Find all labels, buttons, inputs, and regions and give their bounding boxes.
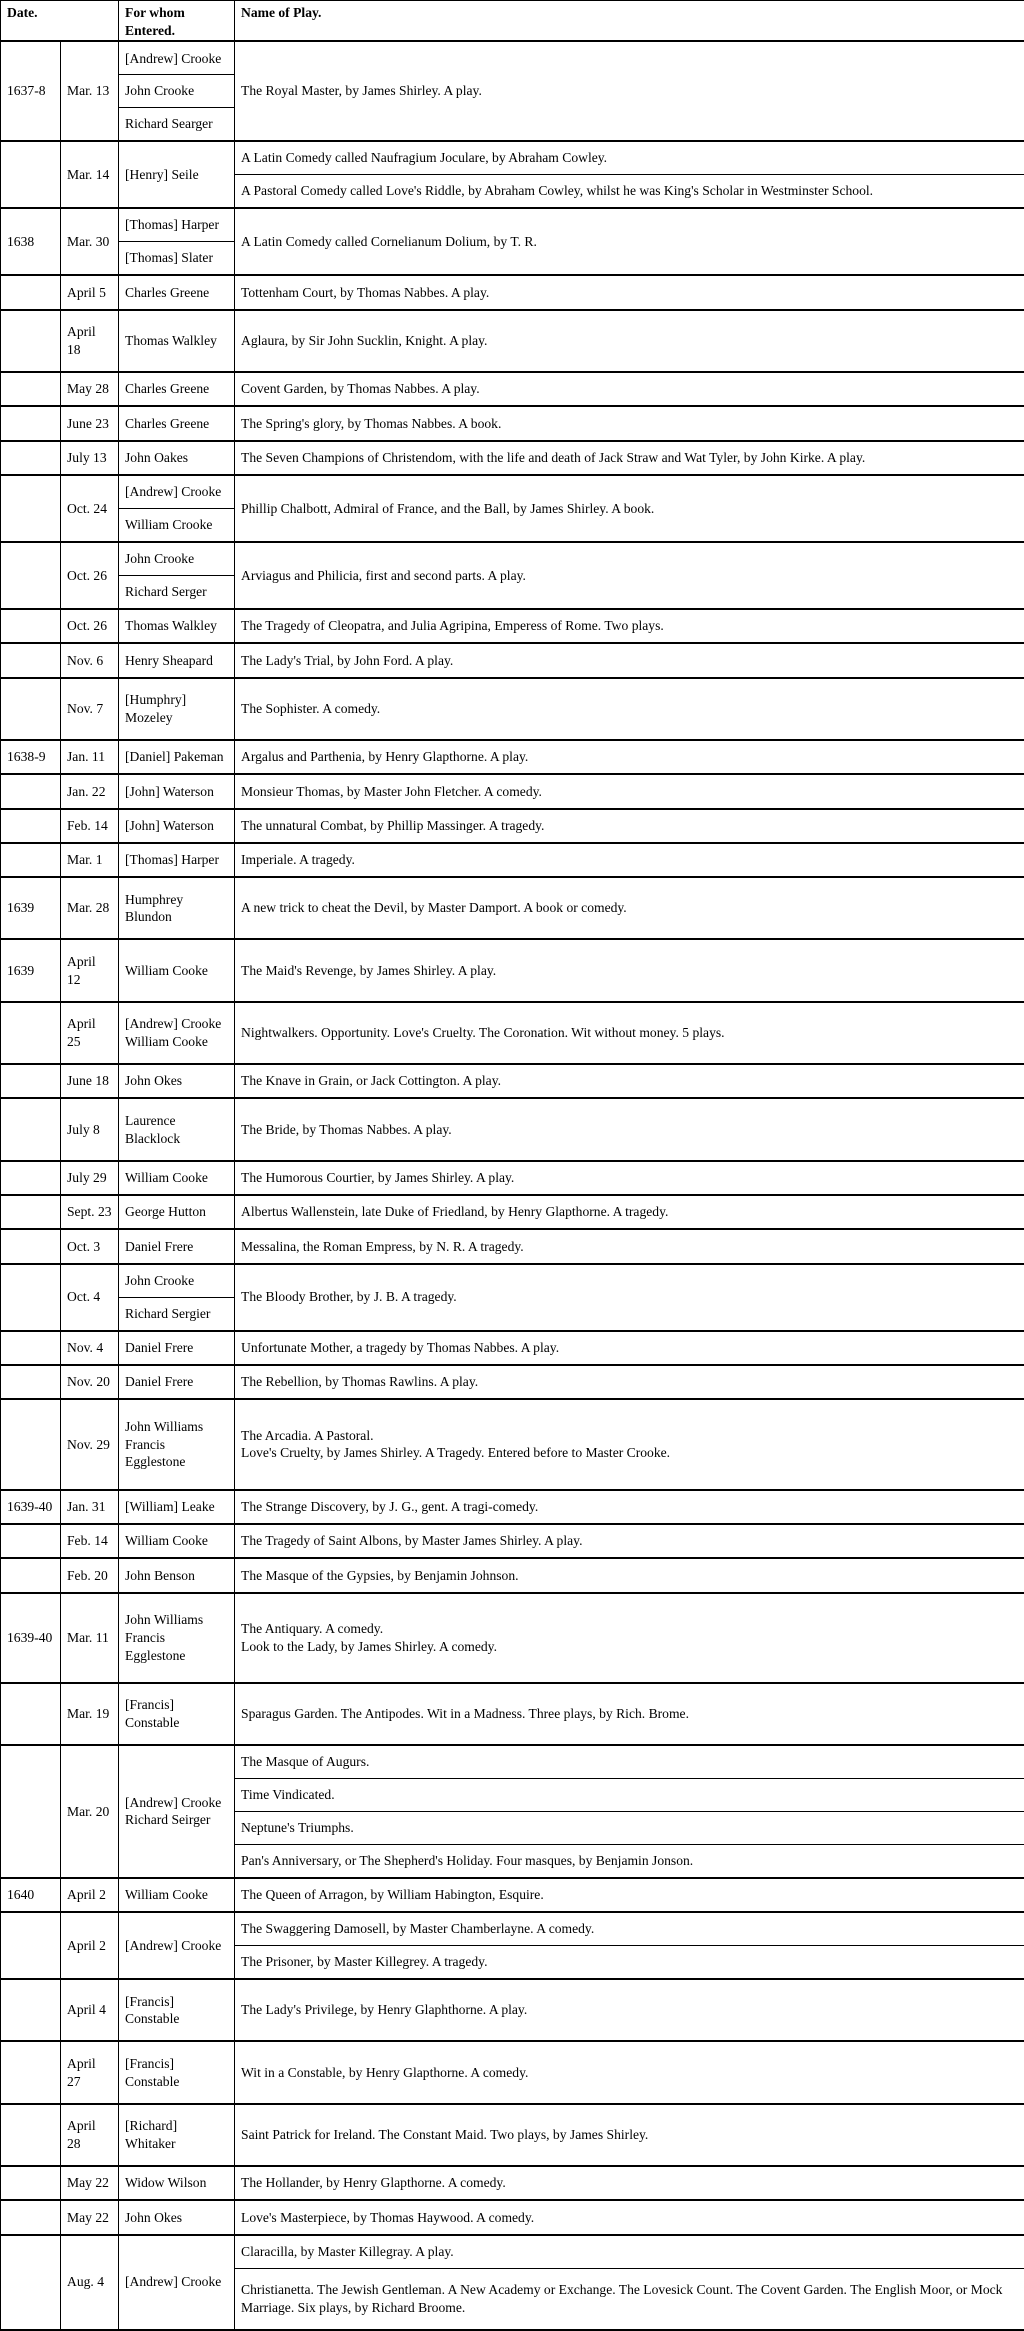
entered-for-cell: Richard Searger [119, 108, 235, 142]
entered-for-cell: [Thomas] Harper [119, 208, 235, 242]
date-cell: Oct. 26 [61, 542, 119, 609]
table-row [1, 678, 1024, 740]
table-row [1, 1558, 1024, 1592]
play-name-cell: Arviagus and Philicia, first and second parts. A play. [235, 542, 1024, 609]
date-cell: April 27 [61, 2041, 119, 2103]
date-cell: Mar. 19 [61, 1683, 119, 1745]
play-name-cell: The Antiquary. A comedy. Look to the Lady, by James Shirley. A comedy. [235, 1593, 1024, 1683]
entry-group [1, 774, 1024, 808]
play-name-cell: The Sophister. A comedy. [235, 678, 1024, 740]
table-row [1, 1064, 1024, 1098]
play-name-cell: Aglaura, by Sir John Sucklin, Knight. A play. [235, 310, 1024, 372]
entry-group [1, 406, 1024, 440]
for-whom-header: For whom Entered. [119, 1, 235, 42]
entered-for-cell: [John] Waterson [119, 774, 235, 808]
table-row [1, 2235, 1024, 2269]
entered-for-cell: William Cooke [119, 1878, 235, 1912]
play-name-cell: The Lady's Trial, by John Ford. A play. [235, 643, 1024, 677]
play-name-cell: The Maid's Revenge, by James Shirley. A play. [235, 939, 1024, 1001]
entry-group [1, 1490, 1024, 1524]
table-row [1, 939, 1024, 1001]
entry-group [1, 1195, 1024, 1229]
entered-for-cell: Charles Greene [119, 372, 235, 406]
entered-for-cell: Thomas Walkley [119, 609, 235, 643]
year-cell: 1639-40 [1, 1490, 61, 1524]
play-name-cell: Wit in a Constable, by Henry Glapthorne. A comedy. [235, 2041, 1024, 2103]
play-name-cell: The Knave in Grain, or Jack Cottington. A play. [235, 1064, 1024, 1098]
entered-for-cell: [Andrew] Crooke [119, 41, 235, 75]
entry-group [1, 678, 1024, 740]
date-cell: April 25 [61, 1002, 119, 1064]
date-cell: April 28 [61, 2104, 119, 2166]
table-row [1, 1524, 1024, 1558]
entry-group [1, 1558, 1024, 1592]
year-cell [1, 141, 61, 208]
entry-group [1, 1098, 1024, 1160]
year-cell [1, 2104, 61, 2166]
year-cell [1, 1558, 61, 1592]
table-row [1, 2200, 1024, 2234]
entered-for-cell: William Cooke [119, 1524, 235, 1558]
year-cell [1, 678, 61, 740]
entry-group [1, 1745, 1024, 1878]
entered-for-cell: Thomas Walkley [119, 310, 235, 372]
year-cell [1, 1745, 61, 1878]
date-cell: Mar. 11 [61, 1593, 119, 1683]
table-row [1, 1365, 1024, 1399]
entered-for-cell: George Hutton [119, 1195, 235, 1229]
date-cell: Feb. 14 [61, 1524, 119, 1558]
date-cell: Mar. 14 [61, 141, 119, 208]
date-cell: Mar. 30 [61, 208, 119, 275]
date-cell: Nov. 6 [61, 643, 119, 677]
year-cell: 1639-40 [1, 1593, 61, 1683]
year-cell [1, 774, 61, 808]
table-row [1, 774, 1024, 808]
entered-for-cell: John Williams Francis Egglestone [119, 1399, 235, 1489]
date-cell: July 8 [61, 1098, 119, 1160]
header-row [1, 1, 1024, 42]
entered-for-cell: Henry Sheapard [119, 643, 235, 677]
entry-group [1, 1399, 1024, 1489]
table-row [1, 1161, 1024, 1195]
date-cell: May 22 [61, 2200, 119, 2234]
entered-for-cell: [Daniel] Pakeman [119, 740, 235, 774]
entry-group [1, 843, 1024, 877]
entered-for-cell: Widow Wilson [119, 2166, 235, 2200]
date-header: Date. [1, 1, 119, 42]
table-row [1, 208, 1024, 242]
year-cell: 1640 [1, 1878, 61, 1912]
table-row [1, 1264, 1024, 1298]
entered-for-cell: [Francis] Constable [119, 1979, 235, 2041]
entry-group [1, 2235, 1024, 2330]
entered-for-cell: Humphrey Blundon [119, 877, 235, 939]
entered-for-cell: [William] Leake [119, 1490, 235, 1524]
entered-for-cell: William Cooke [119, 939, 235, 1001]
entry-group [1, 275, 1024, 309]
table-row [1, 740, 1024, 774]
entered-for-cell: [Andrew] Crooke Richard Seirger [119, 1745, 235, 1878]
entered-for-cell: [Andrew] Crooke [119, 1912, 235, 1979]
play-name-cell: Sparagus Garden. The Antipodes. Wit in a Madness. Three plays, by Rich. Brome. [235, 1683, 1024, 1745]
table-row [1, 643, 1024, 677]
date-cell: Oct. 24 [61, 475, 119, 542]
entry-group [1, 2041, 1024, 2103]
play-name-cell: The Spring's glory, by Thomas Nabbes. A book. [235, 406, 1024, 440]
entry-group [1, 1524, 1024, 1558]
table-row [1, 1195, 1024, 1229]
date-cell: April 2 [61, 1912, 119, 1979]
date-cell: April 18 [61, 310, 119, 372]
date-cell: Nov. 4 [61, 1331, 119, 1365]
year-cell [1, 372, 61, 406]
entered-for-cell: Laurence Blacklock [119, 1098, 235, 1160]
table-row [1, 877, 1024, 939]
entry-group [1, 41, 1024, 141]
table-row [1, 1979, 1024, 2041]
play-name-cell: Christianetta. The Jewish Gentleman. A New Academy or Exchange. The Lovesick Count. The Covent Garden. The English Moor, or Mock Marriage. Six plays, by Richard Broome. [235, 2268, 1024, 2330]
date-cell: Mar. 1 [61, 843, 119, 877]
entered-for-cell: [Andrew] Crooke [119, 475, 235, 509]
table-row [1, 1229, 1024, 1263]
year-cell [1, 1683, 61, 1745]
entry-group [1, 1878, 1024, 1912]
play-name-cell: Messalina, the Roman Empress, by N. R. A tragedy. [235, 1229, 1024, 1263]
year-cell [1, 310, 61, 372]
date-cell: Oct. 26 [61, 609, 119, 643]
play-name-cell: The Hollander, by Henry Glapthorne. A comedy. [235, 2166, 1024, 2200]
play-name-cell: The Bloody Brother, by J. B. A tragedy. [235, 1264, 1024, 1331]
year-cell: 1637-8 [1, 41, 61, 141]
entered-for-cell: [Thomas] Slater [119, 242, 235, 276]
date-cell: Nov. 29 [61, 1399, 119, 1489]
play-name-cell: The Humorous Courtier, by James Shirley. A play. [235, 1161, 1024, 1195]
table-row [1, 141, 1024, 175]
entry-group [1, 310, 1024, 372]
entry-group [1, 208, 1024, 275]
date-cell: Aug. 4 [61, 2235, 119, 2330]
table-row [1, 1098, 1024, 1160]
entry-group [1, 2166, 1024, 2200]
entry-group [1, 740, 1024, 774]
year-cell [1, 1002, 61, 1064]
year-cell [1, 2166, 61, 2200]
table-row [1, 406, 1024, 440]
play-name-cell: Tottenham Court, by Thomas Nabbes. A play. [235, 275, 1024, 309]
entered-for-cell: Charles Greene [119, 406, 235, 440]
entry-group [1, 809, 1024, 843]
year-cell [1, 1098, 61, 1160]
entered-for-cell: Daniel Frere [119, 1365, 235, 1399]
play-name-cell: The Strange Discovery, by J. G., gent. A tragi-comedy. [235, 1490, 1024, 1524]
entered-for-cell: [Francis] Constable [119, 2041, 235, 2103]
date-cell: April 2 [61, 1878, 119, 1912]
date-cell: Mar. 13 [61, 41, 119, 141]
date-cell: Oct. 4 [61, 1264, 119, 1331]
play-name-cell: Covent Garden, by Thomas Nabbes. A play. [235, 372, 1024, 406]
play-name-cell: A Latin Comedy called Naufragium Joculare, by Abraham Cowley. [235, 141, 1024, 175]
year-cell [1, 843, 61, 877]
year-cell [1, 275, 61, 309]
year-cell: 1638 [1, 208, 61, 275]
play-name-header: Name of Play. [235, 1, 1024, 42]
entry-group [1, 2200, 1024, 2234]
table-row [1, 1331, 1024, 1365]
play-name-cell: A Latin Comedy called Cornelianum Dolium, by T. R. [235, 208, 1024, 275]
table-row [1, 1399, 1024, 1489]
entry-group [1, 609, 1024, 643]
table-row [1, 1745, 1024, 1779]
entry-group [1, 877, 1024, 939]
year-cell [1, 1229, 61, 1263]
play-name-cell: The Masque of Augurs. [235, 1745, 1024, 1779]
play-name-cell: The Bride, by Thomas Nabbes. A play. [235, 1098, 1024, 1160]
table-row [1, 372, 1024, 406]
entry-group [1, 1979, 1024, 2041]
entered-for-cell: Daniel Frere [119, 1331, 235, 1365]
year-cell [1, 2200, 61, 2234]
play-name-cell: A Pastoral Comedy called Love's Riddle, by Abraham Cowley, whilst he was King's Scholar in Westminster School. [235, 175, 1024, 209]
entered-for-cell: Richard Sergier [119, 1297, 235, 1331]
entered-for-cell: [Andrew] Crooke William Cooke [119, 1002, 235, 1064]
table-row [1, 1912, 1024, 1946]
year-cell [1, 2041, 61, 2103]
year-cell [1, 1064, 61, 1098]
play-name-cell: The unnatural Combat, by Phillip Massinger. A tragedy. [235, 809, 1024, 843]
play-name-cell: Albertus Wallenstein, late Duke of Friedland, by Henry Glapthorne. A tragedy. [235, 1195, 1024, 1229]
play-name-cell: Neptune's Triumphs. [235, 1811, 1024, 1844]
table-row [1, 1593, 1024, 1683]
table-row [1, 1490, 1024, 1524]
play-name-cell: Imperiale. A tragedy. [235, 843, 1024, 877]
play-name-cell: The Tragedy of Cleopatra, and Julia Agripina, Emperess of Rome. Two plays. [235, 609, 1024, 643]
year-cell [1, 1161, 61, 1195]
date-cell: Feb. 20 [61, 1558, 119, 1592]
entry-group [1, 2104, 1024, 2166]
play-name-cell: Pan's Anniversary, or The Shepherd's Holiday. Four masques, by Benjamin Jonson. [235, 1844, 1024, 1878]
year-cell [1, 2235, 61, 2330]
year-cell: 1638-9 [1, 740, 61, 774]
entry-group [1, 1683, 1024, 1745]
year-cell [1, 1399, 61, 1489]
entry-group [1, 643, 1024, 677]
play-name-cell: The Rebellion, by Thomas Rawlins. A play. [235, 1365, 1024, 1399]
play-name-cell: The Seven Champions of Christendom, with the life and death of Jack Straw and Wat Tyler, by John Kirke. A play. [235, 441, 1024, 475]
table-row [1, 843, 1024, 877]
date-cell: Oct. 3 [61, 1229, 119, 1263]
year-cell [1, 1979, 61, 2041]
play-name-cell: Love's Masterpiece, by Thomas Haywood. A comedy. [235, 2200, 1024, 2234]
year-cell [1, 1365, 61, 1399]
date-cell: Jan. 11 [61, 740, 119, 774]
play-name-cell: Phillip Chalbott, Admiral of France, and the Ball, by James Shirley. A book. [235, 475, 1024, 542]
entry-group [1, 1912, 1024, 1979]
year-cell [1, 609, 61, 643]
entry-group [1, 141, 1024, 208]
year-cell [1, 1331, 61, 1365]
entered-for-cell: [Thomas] Harper [119, 843, 235, 877]
entry-group [1, 475, 1024, 542]
date-cell: Mar. 28 [61, 877, 119, 939]
year-cell [1, 406, 61, 440]
year-cell [1, 1195, 61, 1229]
play-name-cell: Time Vindicated. [235, 1779, 1024, 1812]
entry-group [1, 372, 1024, 406]
year-cell [1, 475, 61, 542]
play-name-cell: Nightwalkers. Opportunity. Love's Cruelty. The Coronation. Wit without money. 5 plays. [235, 1002, 1024, 1064]
table-row [1, 809, 1024, 843]
play-name-cell: The Lady's Privilege, by Henry Glaphthorne. A play. [235, 1979, 1024, 2041]
entered-for-cell: Richard Serger [119, 575, 235, 609]
play-name-cell: The Prisoner, by Master Killegrey. A tragedy. [235, 1946, 1024, 1980]
entry-group [1, 1593, 1024, 1683]
entered-for-cell: John Benson [119, 1558, 235, 1592]
entered-for-cell: [Henry] Seile [119, 141, 235, 208]
play-name-cell: Unfortunate Mother, a tragedy by Thomas Nabbes. A play. [235, 1331, 1024, 1365]
table-row [1, 1878, 1024, 1912]
table-row [1, 2041, 1024, 2103]
date-cell: May 22 [61, 2166, 119, 2200]
date-cell: Feb. 14 [61, 809, 119, 843]
entered-for-cell: John Okes [119, 1064, 235, 1098]
entered-for-cell: Charles Greene [119, 275, 235, 309]
play-name-cell: Claracilla, by Master Killegray. A play. [235, 2235, 1024, 2269]
entry-group [1, 441, 1024, 475]
play-name-cell: A new trick to cheat the Devil, by Master Damport. A book or comedy. [235, 877, 1024, 939]
date-cell: April 4 [61, 1979, 119, 2041]
table-row [1, 475, 1024, 509]
entered-for-cell: John Williams Francis Egglestone [119, 1593, 235, 1683]
entered-for-cell: Daniel Frere [119, 1229, 235, 1263]
year-cell [1, 1912, 61, 1979]
date-cell: Sept. 23 [61, 1195, 119, 1229]
date-cell: May 28 [61, 372, 119, 406]
entered-for-cell: John Oakes [119, 441, 235, 475]
entered-for-cell: [Francis] Constable [119, 1683, 235, 1745]
play-name-cell: The Masque of the Gypsies, by Benjamin Johnson. [235, 1558, 1024, 1592]
table-row [1, 275, 1024, 309]
entered-for-cell: William Cooke [119, 1161, 235, 1195]
entered-for-cell: John Crooke [119, 542, 235, 576]
play-name-cell: The Arcadia. A Pastoral. Love's Cruelty, by James Shirley. A Tragedy. Entered before to Master Crooke. [235, 1399, 1024, 1489]
table-row [1, 609, 1024, 643]
date-cell: Jan. 31 [61, 1490, 119, 1524]
date-cell: April 5 [61, 275, 119, 309]
table-row [1, 542, 1024, 576]
date-cell: June 23 [61, 406, 119, 440]
entry-group [1, 1064, 1024, 1098]
entry-group [1, 1264, 1024, 1331]
table-row [1, 41, 1024, 75]
entry-group [1, 1229, 1024, 1263]
year-cell [1, 542, 61, 609]
year-cell [1, 643, 61, 677]
date-cell: Nov. 20 [61, 1365, 119, 1399]
play-name-cell: Argalus and Parthenia, by Henry Glapthorne. A play. [235, 740, 1024, 774]
entered-for-cell: John Okes [119, 2200, 235, 2234]
date-cell: April 12 [61, 939, 119, 1001]
entered-for-cell: William Crooke [119, 508, 235, 542]
date-cell: June 18 [61, 1064, 119, 1098]
table-row [1, 1683, 1024, 1745]
entry-group [1, 1002, 1024, 1064]
entered-for-cell: [John] Waterson [119, 809, 235, 843]
year-cell [1, 1524, 61, 1558]
date-cell: Mar. 20 [61, 1745, 119, 1878]
year-cell [1, 441, 61, 475]
year-cell: 1639 [1, 877, 61, 939]
year-cell [1, 809, 61, 843]
entered-for-cell: [Richard] Whitaker [119, 2104, 235, 2166]
entered-for-cell: [Andrew] Crooke [119, 2235, 235, 2330]
table-row [1, 310, 1024, 372]
entered-for-cell: John Crooke [119, 75, 235, 108]
table-row [1, 1002, 1024, 1064]
play-name-cell: Monsieur Thomas, by Master John Fletcher. A comedy. [235, 774, 1024, 808]
play-name-cell: The Tragedy of Saint Albons, by Master James Shirley. A play. [235, 1524, 1024, 1558]
date-cell: Nov. 7 [61, 678, 119, 740]
date-cell: July 13 [61, 441, 119, 475]
entry-group [1, 542, 1024, 609]
play-name-cell: The Swaggering Damosell, by Master Chamberlayne. A comedy. [235, 1912, 1024, 1946]
year-cell: 1639 [1, 939, 61, 1001]
entry-group [1, 939, 1024, 1001]
year-cell [1, 1264, 61, 1331]
play-name-cell: Saint Patrick for Ireland. The Constant Maid. Two plays, by James Shirley. [235, 2104, 1024, 2166]
table-row [1, 2166, 1024, 2200]
date-cell: Jan. 22 [61, 774, 119, 808]
entry-group [1, 1365, 1024, 1399]
table-row [1, 441, 1024, 475]
entered-for-cell: [Humphry] Mozeley [119, 678, 235, 740]
play-name-cell: The Royal Master, by James Shirley. A play. [235, 41, 1024, 141]
date-cell: July 29 [61, 1161, 119, 1195]
table-row [1, 2104, 1024, 2166]
entered-for-cell: John Crooke [119, 1264, 235, 1298]
entry-group [1, 1331, 1024, 1365]
entry-group [1, 1161, 1024, 1195]
play-name-cell: The Queen of Arragon, by William Habington, Esquire. [235, 1878, 1024, 1912]
